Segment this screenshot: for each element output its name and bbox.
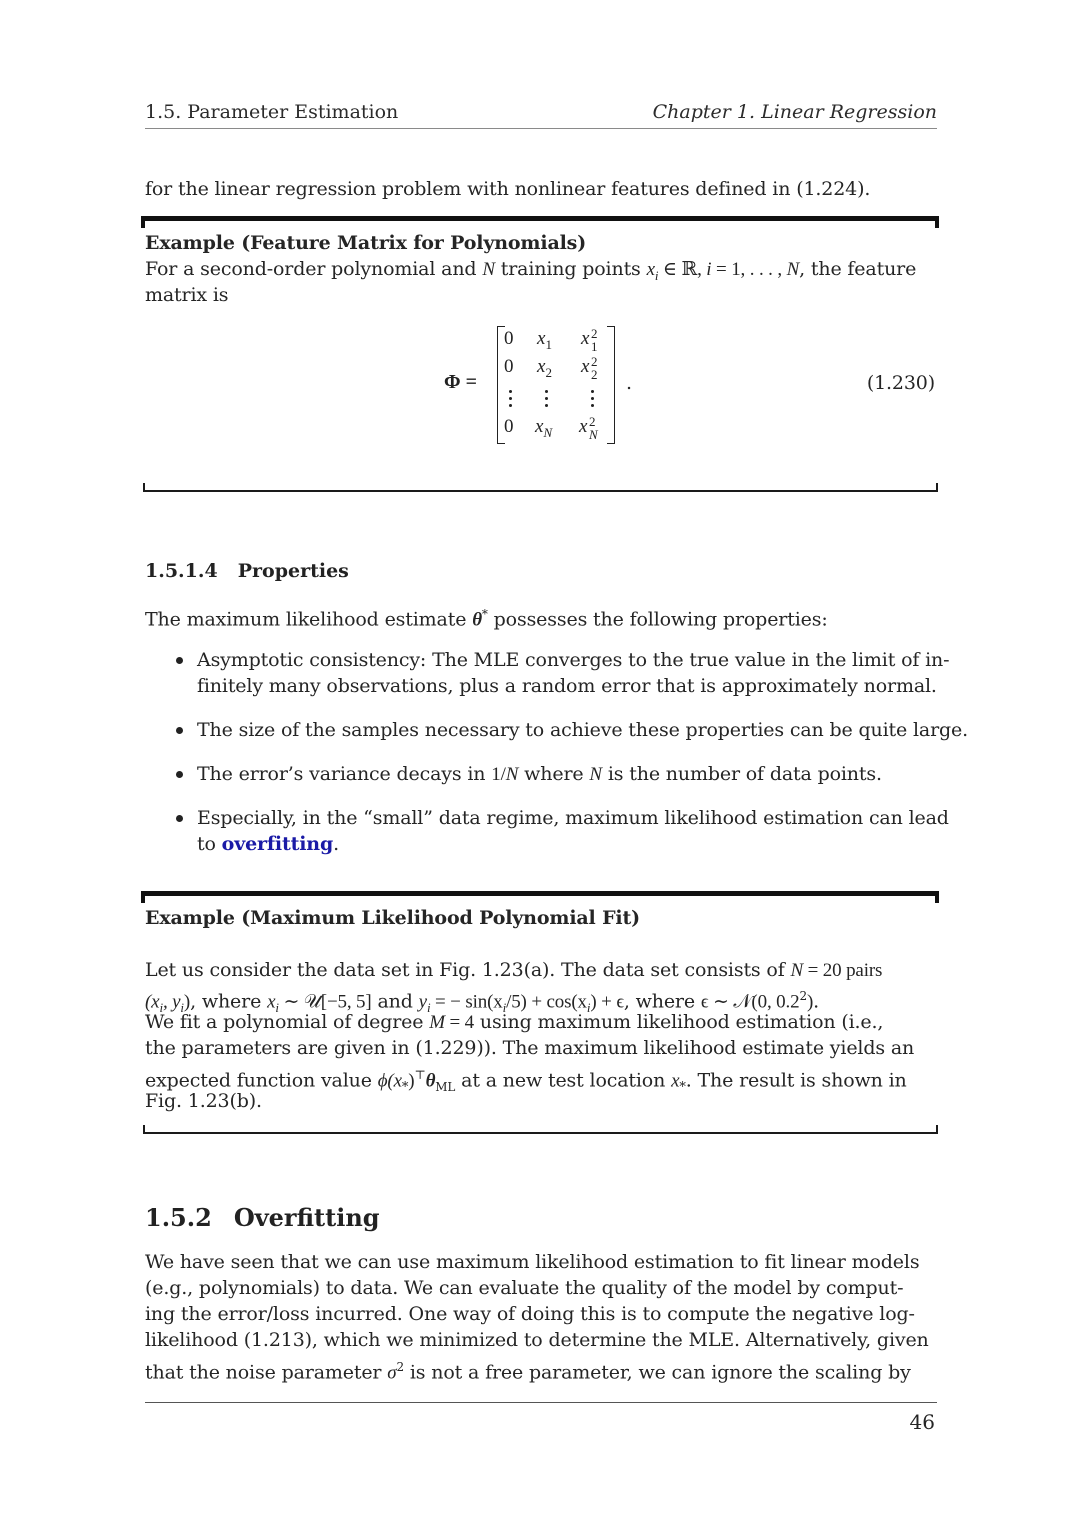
list-item: The error’s variance decays in 1/N where N is the number of data points. <box>197 763 882 785</box>
list-item: Especially, in the “small” data regime, maximum likelihood estimation can lead <box>197 807 949 829</box>
feature-matrix: 0 $x_1$ x 2 1 0 $x_2$ x 2 2 0 $x_N$ x 2 N <box>497 326 615 444</box>
list-item-continuation: to overfitting. <box>197 833 339 855</box>
paragraph-line: ing the error/loss incurred. One way of doing this is to compute the negative log- <box>145 1303 915 1325</box>
example-title: Example (Feature Matrix for Polynomials) <box>145 232 587 254</box>
example-box-corner <box>936 1125 938 1134</box>
example-text-line: expected function value $\phi(x_*)^⊤\theta_{ML}$ at a new test location $x_*$. The result is shown in <box>145 1068 907 1096</box>
equation-number: (1.230) <box>866 372 935 394</box>
example-text-line: the parameters are given in (1.229)). The maximum likelihood estimate yields an <box>145 1037 915 1059</box>
example-text-line: Fig. 1.23(b). <box>145 1090 262 1112</box>
example-box-corner <box>143 1125 145 1134</box>
paragraph-line: We have seen that we can use maximum likelihood estimation to fit linear models <box>145 1251 920 1273</box>
intro-line: for the linear regression problem with nonlinear features defined in (1.224). <box>145 178 871 200</box>
bullet-icon <box>176 815 183 822</box>
list-item: Asymptotic consistency: The MLE converges to the true value in the limit of in- <box>197 649 950 671</box>
footer-rule <box>145 1402 937 1403</box>
vdots-icon <box>545 390 548 411</box>
example-text-line: Let us consider the data set in Fig. 1.23(a). The data set consists of N = 20 pairs <box>145 959 883 981</box>
bullet-icon <box>176 657 183 664</box>
example-box-corner <box>141 216 145 228</box>
example-box-top-rule <box>141 891 939 896</box>
paragraph-line: likelihood (1.213), which we minimized to determine the MLE. Alternatively, given <box>145 1329 929 1351</box>
example-box-corner <box>143 483 145 492</box>
bullet-icon <box>176 727 183 734</box>
equation-trailing-period: . <box>626 372 632 394</box>
properties-intro: The maximum likelihood estimate θ* possesses the following properties: <box>145 607 828 631</box>
example-box-top-rule <box>141 216 939 221</box>
header-rule <box>145 128 937 129</box>
equation-lhs: Φ = <box>444 371 477 393</box>
vdots-icon <box>509 390 512 411</box>
example-title: Example (Maximum Likelihood Polynomial Fit) <box>145 907 640 929</box>
running-header-chapter: Chapter 1. Linear Regression <box>652 101 937 123</box>
example-text-line: We fit a polynomial of degree M = 4 using maximum likelihood estimation (i.e., <box>145 1011 884 1033</box>
section-heading-overfitting: 1.5.2 Overfitting <box>145 1203 380 1232</box>
vdots-icon <box>591 390 594 411</box>
paragraph-line: (e.g., polynomials) to data. We can evaluate the quality of the model by comput- <box>145 1277 904 1299</box>
example-box-corner <box>141 891 145 903</box>
list-item: The size of the samples necessary to achieve these properties can be quite large. <box>197 719 968 741</box>
example-text-line: For a second-order polynomial and N training points $x_i$ ∈ ℝ, i = 1, . . . , N, the feature <box>145 258 917 283</box>
example-box-corner <box>935 891 939 903</box>
subsection-heading-properties: 1.5.1.4 Properties <box>145 560 349 582</box>
list-item-continuation: finitely many observations, plus a random error that is approximately normal. <box>197 675 937 697</box>
example-text-line: ($x_i$, $y_i$), where $x_i$ ∼ 𝒰[−5, 5] and $y_i$ = − $\sin(x_i/5) + \cos(x_i) + \epsilon$, where ϵ ∼ 𝒩(0, $0.2^2$). <box>145 989 820 1016</box>
example-box-bottom-rule <box>143 1132 938 1134</box>
matrix-right-bracket <box>607 326 615 444</box>
running-header-section: 1.5. Parameter Estimation <box>145 101 399 123</box>
example-box-bottom-rule <box>143 490 938 492</box>
example-text-line: matrix is <box>145 284 229 306</box>
page-number: 46 <box>909 1410 935 1434</box>
overfitting-link[interactable]: overfitting <box>221 833 334 855</box>
example-box-corner <box>936 483 938 492</box>
example-box-corner <box>935 216 939 228</box>
paragraph-line: that the noise parameter $\sigma^2$ is not a free parameter, we can ignore the scaling by <box>145 1360 911 1384</box>
bullet-icon <box>176 771 183 778</box>
